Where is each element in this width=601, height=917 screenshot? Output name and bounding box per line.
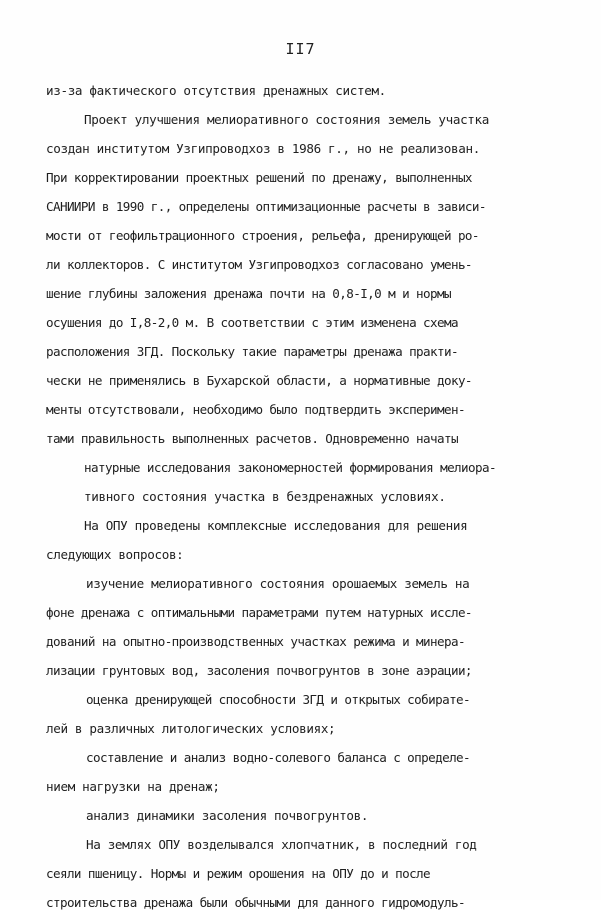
text-line: осушения до I,8-2,0 м. В соответствии с этим изменена схема	[46, 315, 458, 330]
text-line: ли коллекторов. С институтом Узгипроводхоз согласовано умень-	[46, 257, 472, 272]
text-line: тами правильность выполненных расчетов. Одновременно начаты	[46, 431, 458, 446]
text-line: При корректировании проектных решений по дренажу, выполненных	[46, 170, 472, 185]
text-line: анализ динамики засоления почвогрунтов.	[86, 808, 369, 823]
body-text	[46, 76, 546, 917]
text-line: САНИИРИ в 1990 г., определены оптимизационные расчеты в зависи-	[46, 199, 486, 214]
text-line: менты отсутствовали, необходимо было подтвердить эксперимен-	[46, 402, 465, 417]
text-line: Проект улучшения мелиоративного состояния земель участка	[84, 112, 489, 127]
text-line: фоне дренажа с оптимальными параметрами путем натурных иссле-	[46, 605, 472, 620]
text-line: мости от геофильтрационного строения, рельефа, дренирующей ро-	[46, 228, 479, 243]
text-line: создан институтом Узгипроводхоз в 1986 г., но не реализован.	[46, 141, 480, 156]
text-line: лей в различных литологических условиях;	[46, 721, 336, 736]
text-line: шение глубины заложения дренажа почти на 0,8-I,0 м и нормы	[46, 286, 451, 301]
text-line: строительства дренажа были обычными для данного гидромодуль-	[46, 895, 465, 910]
text-line: тивного состояния участка в бездренажных условиях.	[84, 489, 446, 504]
text-line: изучение мелиоративного состояния орошаемых земель на	[86, 576, 470, 591]
text-line: следующих вопросов:	[46, 547, 184, 562]
text-line: лизации грунтовых вод, засоления почвогрунтов в зоне аэрации;	[46, 663, 472, 678]
text-line: нием нагрузки на дренаж;	[46, 779, 220, 794]
text-line: чески не применялись в Бухарской области, а нормативные доку-	[46, 373, 472, 388]
text-line: из-за фактического отсутствия дренажных систем.	[46, 83, 386, 98]
text-line: дований на опытно-производственных участках режима и минера-	[46, 634, 465, 649]
text-line: составление и анализ водно-солевого баланса с определе-	[86, 750, 471, 765]
page-number: II7	[285, 40, 316, 58]
text-line: На землях ОПУ возделывался хлопчатник, в последний год	[86, 837, 477, 852]
text-line: На ОПУ проведены комплексные исследования для решения	[84, 518, 468, 533]
text-line: расположения ЗГД. Поскольку такие параметры дренажа практи-	[46, 344, 458, 359]
text-line: натурные исследования закономерностей формирования мелиора-	[84, 460, 496, 475]
text-line: сеяли пшеницу. Нормы и режим орошения на ОПУ до и после	[46, 866, 431, 881]
text-line: оценка дренирующей способности ЗГД и открытых собирате-	[86, 692, 471, 707]
